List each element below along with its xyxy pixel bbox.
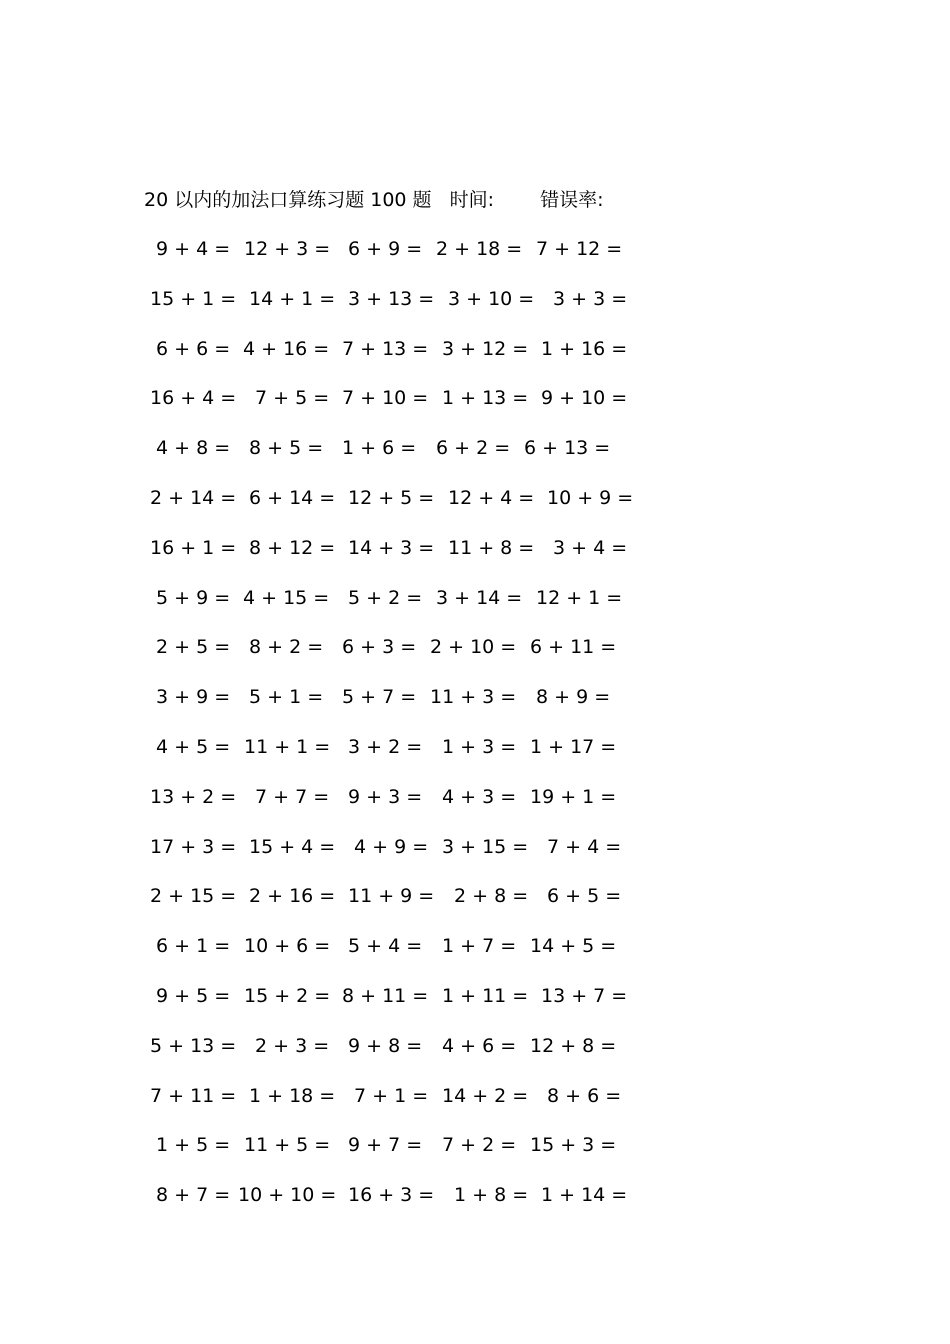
problem-item: 3 + 12 = bbox=[442, 338, 529, 360]
problem-item: 6 + 14 = bbox=[249, 487, 336, 509]
problem-item: 11 + 9 = bbox=[348, 885, 435, 907]
problem-item: 7 + 13 = bbox=[342, 338, 429, 360]
problem-item: 1 + 13 = bbox=[442, 387, 529, 409]
problem-item: 9 + 3 = bbox=[348, 786, 423, 808]
problem-item: 9 + 5 = bbox=[156, 985, 231, 1007]
problem-item: 14 + 5 = bbox=[530, 935, 617, 957]
problem-item: 3 + 3 = bbox=[553, 288, 628, 310]
problem-item: 1 + 17 = bbox=[530, 736, 617, 758]
problem-item: 2 + 8 = bbox=[454, 885, 529, 907]
problem-item: 2 + 14 = bbox=[150, 487, 237, 509]
problem-item: 8 + 9 = bbox=[536, 686, 611, 708]
problem-item: 11 + 1 = bbox=[244, 736, 331, 758]
problem-item: 6 + 5 = bbox=[547, 885, 622, 907]
problem-item: 6 + 2 = bbox=[436, 437, 511, 459]
problem-item: 1 + 14 = bbox=[541, 1184, 628, 1206]
problem-item: 4 + 6 = bbox=[442, 1035, 517, 1057]
problem-item: 4 + 3 = bbox=[442, 786, 517, 808]
problem-item: 6 + 1 = bbox=[156, 935, 231, 957]
problem-item: 17 + 3 = bbox=[150, 836, 237, 858]
problem-item: 7 + 11 = bbox=[150, 1085, 237, 1107]
problem-item: 3 + 13 = bbox=[348, 288, 435, 310]
problem-item: 7 + 5 = bbox=[255, 387, 330, 409]
problem-item: 16 + 4 = bbox=[150, 387, 237, 409]
problem-item: 14 + 1 = bbox=[249, 288, 336, 310]
problem-item: 15 + 1 = bbox=[150, 288, 237, 310]
problem-item: 5 + 1 = bbox=[249, 686, 324, 708]
problem-item: 8 + 5 = bbox=[249, 437, 324, 459]
problem-item: 6 + 3 = bbox=[342, 636, 417, 658]
problem-item: 4 + 8 = bbox=[156, 437, 231, 459]
problem-item: 2 + 5 = bbox=[156, 636, 231, 658]
problem-item: 2 + 18 = bbox=[436, 238, 523, 260]
problem-item: 10 + 6 = bbox=[244, 935, 331, 957]
problem-item: 14 + 2 = bbox=[442, 1085, 529, 1107]
problem-item: 2 + 16 = bbox=[249, 885, 336, 907]
problem-item: 15 + 4 = bbox=[249, 836, 336, 858]
problem-item: 8 + 12 = bbox=[249, 537, 336, 559]
problem-item: 10 + 9 = bbox=[547, 487, 634, 509]
problem-item: 2 + 10 = bbox=[430, 636, 517, 658]
problem-item: 9 + 7 = bbox=[348, 1134, 423, 1156]
problem-item: 3 + 14 = bbox=[436, 587, 523, 609]
problem-item: 2 + 15 = bbox=[150, 885, 237, 907]
problem-item: 3 + 15 = bbox=[442, 836, 529, 858]
problem-item: 8 + 7 = bbox=[156, 1184, 231, 1206]
problem-item: 12 + 1 = bbox=[536, 587, 623, 609]
problem-item: 8 + 2 = bbox=[249, 636, 324, 658]
time-label: 时间: bbox=[449, 189, 495, 211]
problem-item: 4 + 9 = bbox=[354, 836, 429, 858]
problem-item: 1 + 6 = bbox=[342, 437, 417, 459]
problem-item: 7 + 12 = bbox=[536, 238, 623, 260]
problem-item: 5 + 7 = bbox=[342, 686, 417, 708]
problem-item: 8 + 11 = bbox=[342, 985, 429, 1007]
problem-item: 11 + 5 = bbox=[244, 1134, 331, 1156]
problem-item: 5 + 13 = bbox=[150, 1035, 237, 1057]
problem-item: 1 + 11 = bbox=[442, 985, 529, 1007]
problem-item: 12 + 3 = bbox=[244, 238, 331, 260]
problem-item: 1 + 18 = bbox=[249, 1085, 336, 1107]
problem-item: 4 + 15 = bbox=[243, 587, 330, 609]
problem-item: 6 + 13 = bbox=[524, 437, 611, 459]
problem-item: 10 + 10 = bbox=[238, 1184, 337, 1206]
problem-item: 11 + 3 = bbox=[430, 686, 517, 708]
problem-item: 1 + 3 = bbox=[442, 736, 517, 758]
problem-item: 15 + 3 = bbox=[530, 1134, 617, 1156]
problem-item: 5 + 9 = bbox=[156, 587, 231, 609]
problem-item: 7 + 4 = bbox=[547, 836, 622, 858]
problem-item: 3 + 2 = bbox=[348, 736, 423, 758]
problem-item: 1 + 8 = bbox=[454, 1184, 529, 1206]
problem-item: 1 + 7 = bbox=[442, 935, 517, 957]
problem-item: 5 + 4 = bbox=[348, 935, 423, 957]
problem-item: 3 + 9 = bbox=[156, 686, 231, 708]
problem-item: 2 + 3 = bbox=[255, 1035, 330, 1057]
problem-item: 12 + 5 = bbox=[348, 487, 435, 509]
problem-item: 11 + 8 = bbox=[448, 537, 535, 559]
problem-item: 6 + 9 = bbox=[348, 238, 423, 260]
error-rate-label: 错误率: bbox=[540, 189, 604, 211]
problem-item: 15 + 2 = bbox=[244, 985, 331, 1007]
problem-item: 7 + 1 = bbox=[354, 1085, 429, 1107]
problem-item: 13 + 7 = bbox=[541, 985, 628, 1007]
problem-item: 7 + 10 = bbox=[342, 387, 429, 409]
problem-item: 13 + 2 = bbox=[150, 786, 237, 808]
problem-item: 3 + 4 = bbox=[553, 537, 628, 559]
problem-item: 12 + 8 = bbox=[530, 1035, 617, 1057]
problem-item: 7 + 2 = bbox=[442, 1134, 517, 1156]
problem-item: 6 + 11 = bbox=[530, 636, 617, 658]
problem-item: 4 + 16 = bbox=[243, 338, 330, 360]
problem-item: 4 + 5 = bbox=[156, 736, 231, 758]
worksheet-title: 20 以内的加法口算练习题 100 题 bbox=[144, 189, 432, 211]
problem-item: 3 + 10 = bbox=[448, 288, 535, 310]
problem-item: 9 + 10 = bbox=[541, 387, 628, 409]
problem-item: 12 + 4 = bbox=[448, 487, 535, 509]
problem-item: 1 + 16 = bbox=[541, 338, 628, 360]
problem-item: 5 + 2 = bbox=[348, 587, 423, 609]
problem-item: 8 + 6 = bbox=[547, 1085, 622, 1107]
problem-item: 6 + 6 = bbox=[156, 338, 231, 360]
problem-item: 1 + 5 = bbox=[156, 1134, 231, 1156]
problem-item: 9 + 8 = bbox=[348, 1035, 423, 1057]
problem-item: 14 + 3 = bbox=[348, 537, 435, 559]
problem-item: 19 + 1 = bbox=[530, 786, 617, 808]
problem-item: 16 + 1 = bbox=[150, 537, 237, 559]
problem-item: 9 + 4 = bbox=[156, 238, 231, 260]
problem-item: 16 + 3 = bbox=[348, 1184, 435, 1206]
problem-item: 7 + 7 = bbox=[255, 786, 330, 808]
